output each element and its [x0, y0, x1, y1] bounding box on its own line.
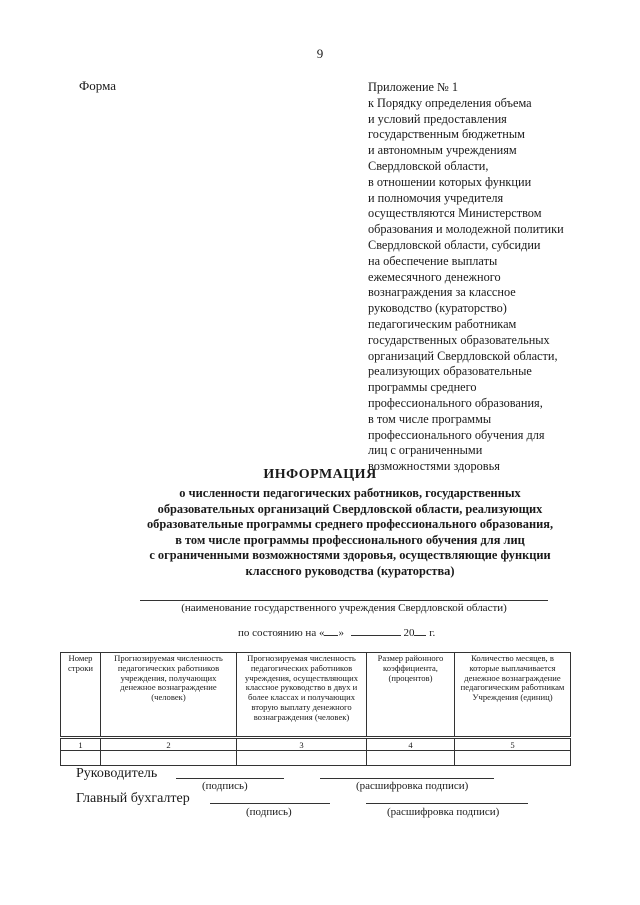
appendix-line: Свердловской области, субсидии — [368, 237, 541, 252]
head-label: Руководитель — [76, 766, 158, 781]
table-header-row — [61, 653, 571, 737]
appendix-line: государственных образовательных — [368, 332, 550, 347]
appendix-line: к Порядку определения объема — [368, 95, 532, 110]
appendix-line: на обеспечение выплаты — [368, 253, 498, 268]
subtitle-line: с ограниченными возможностями здоровья, осуществляющие функции — [149, 548, 551, 562]
column-number-row — [61, 739, 571, 751]
appendix-line: реализующих образовательные — [368, 364, 532, 379]
subtitle-line: о численности педагогических работников, государственных — [179, 486, 521, 500]
appendix-block — [368, 80, 630, 475]
appendix-line: осуществляются Министерством — [368, 206, 542, 221]
institution-name-caption: (наименование государственного учреждения Свердловской области) — [181, 602, 507, 614]
header-cell-regional-coefficient: Размер районного коэффициента, (процентов) — [367, 653, 455, 737]
column-number: 2 — [101, 739, 237, 751]
appendix-line: Свердловской области, — [368, 158, 489, 173]
head-signature-caption: (подпись) — [202, 780, 248, 792]
appendix-line: руководство (кураторство) — [368, 301, 507, 316]
appendix-line: профессионального обучения для — [368, 427, 545, 442]
header-cell-row-number: Номер строки — [61, 653, 101, 737]
empty-cell — [237, 751, 367, 766]
empty-cell — [455, 751, 571, 766]
column-number: 4 — [367, 739, 455, 751]
month-blank — [351, 635, 401, 636]
header-cell-months-count: Количество месяцев, в которые выплачивается денежное вознаграждение педагогическим работникам Учреждения (единиц) — [455, 653, 571, 737]
appendix-line: и условий предоставления — [368, 111, 507, 126]
empty-cell — [367, 751, 455, 766]
appendix-line: в том числе программы — [368, 411, 492, 426]
header-cell-forecast-second-payment: Прогнозируемая численность педагогических работников учреждения, осуществляющих классное руководство в двух и более классах и получающих вторую выплату денежного вознаграждения (человек) — [237, 653, 367, 737]
as-of-prefix: по состоянию на « — [238, 627, 325, 639]
accountant-decoding-caption: (расшифровка подписи) — [387, 806, 500, 818]
subtitle-line: образовательных организаций Свердловской области, реализующих — [157, 501, 543, 516]
subtitle-line: образовательные программы среднего профессионального образования, — [146, 517, 554, 531]
head-signature-line — [176, 778, 284, 779]
column-number: 5 — [455, 739, 571, 751]
head-decoding-caption: (расшифровка подписи) — [356, 780, 469, 792]
empty-data-row — [61, 751, 571, 766]
accountant-decoding-line — [366, 803, 528, 804]
year-blank — [414, 635, 426, 636]
as-of-date — [238, 627, 435, 639]
appendix-line: ежемесячного денежного — [368, 269, 501, 284]
header-cell-forecast-count: Прогнозируемая численность педагогических работников учреждения, получающих денежное вознаграждение (человек) — [101, 653, 237, 737]
column-number: 1 — [61, 739, 101, 751]
appendix-line: и автономным учреждениям — [368, 143, 517, 158]
appendix-line: возможностями здоровья — [368, 459, 500, 474]
appendix-line: и полномочия учредителя — [368, 190, 504, 205]
appendix-line: государственным бюджетным — [368, 127, 525, 142]
empty-cell — [61, 751, 101, 766]
appendix-line: Приложение № 1 — [368, 80, 459, 94]
document-title: ИНФОРМАЦИЯ — [263, 467, 377, 482]
form-label: Форма — [79, 78, 116, 93]
appendix-line: в отношении которых функции — [368, 174, 532, 189]
accountant-signature-line — [210, 803, 330, 804]
subtitle-line: в том числе программы профессионального обучения для лиц — [175, 532, 525, 547]
column-number: 3 — [237, 739, 367, 751]
appendix-line: педагогическим работникам — [368, 316, 517, 331]
document-subtitle — [90, 486, 610, 579]
day-blank — [324, 635, 338, 636]
as-of-suffix: г. — [429, 627, 436, 639]
column-number-table — [60, 738, 571, 766]
data-table — [60, 652, 571, 737]
appendix-line: профессионального образования, — [368, 395, 543, 410]
as-of-mid: » — [338, 627, 344, 639]
head-decoding-line — [320, 778, 494, 779]
chief-accountant-label: Главный бухгалтер — [76, 791, 190, 806]
appendix-line: организаций Свердловской области, — [368, 348, 558, 363]
appendix-line: образования и молодежной политики — [368, 222, 564, 237]
institution-name-line — [140, 600, 548, 601]
appendix-line: вознаграждения за классное — [368, 285, 516, 300]
accountant-signature-caption: (подпись) — [246, 806, 292, 818]
appendix-line: лиц с ограниченными — [368, 443, 483, 458]
page-number: 9 — [316, 46, 324, 61]
subtitle-line: классного руководства (кураторства) — [245, 563, 455, 578]
appendix-line: программы среднего — [368, 380, 477, 395]
year-prefix: 20 — [403, 627, 415, 639]
empty-cell — [101, 751, 237, 766]
